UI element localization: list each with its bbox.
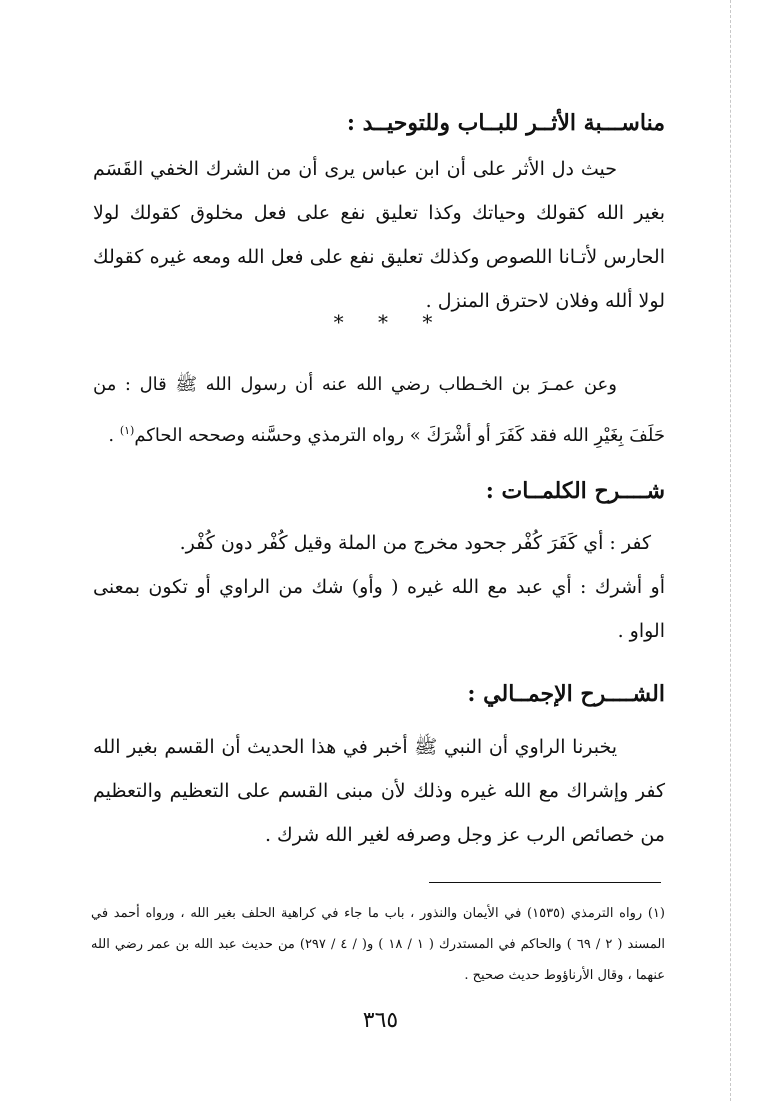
hadith-end: . xyxy=(108,425,120,446)
footnote-text: (١) رواه الترمذي (١٥٣٥) في الأيمان والنذور ، باب ما جاء في كراهية الحلف بغير الله ، ورواه أحمد في المسند ( ٢ / ٦٩ ) والحاكم في المستدرك ( ١ / ١٨ ) و( / ٤ / ٢٩٧) من حديث عبد الله بن عمر رضي الله عنهما ، وقال الأرناؤوط حديث صحيح . xyxy=(91,906,665,983)
section-heading-vocabulary: شــــرح الكلمــات : xyxy=(485,478,665,504)
page-number: ٣٦٥ xyxy=(362,1008,399,1033)
definition-kufr: كفر : أي كَفَرَ كُفْر جحود مخرج من الملة وقيل كُفْر دون كُفْر. xyxy=(179,532,651,554)
definition-ashrak: أو أشرك : أي عبد مع الله غيره ( وأو) شك من الراوي أو تكون بمعنى الواو . xyxy=(93,576,665,642)
summary-paragraph: يخبرنا الراوي أن النبي ﷺ أخبر في هذا الحديث أن القسم بغير الله كفر وإشراك مع الله غيره وذلك لأن مبنى القسم على التعظيم والتعظيم من خصائص الرب عز وجل وصرفه لغير الله شرك . xyxy=(93,736,665,846)
hadith-text-block xyxy=(93,362,665,459)
footnote-divider xyxy=(429,882,661,883)
hadith-text: وعن عمـرَ بن الخـطاب رضي الله عنه أن رسول الله ﷺ قال : من حَلَفَ بِغَيْرِ الله فقد كَفَرَ أو أشْرَكَ » رواه الترمذي وحسَّنه وصححه الحاكم xyxy=(93,374,665,446)
page-edge-line xyxy=(730,0,731,1101)
footnote-reference[interactable]: (١) xyxy=(119,424,135,437)
relevance-paragraph: حيث دل الأثر على أن ابن عباس يرى أن من الشرك الخفي القَسَم بغير الله كقولك وحياتك وكذا تعليق نفع على فعل مخلوق كقولك لولا الحارس لأتـانا اللصوص وكذلك تعليق نفع على فعل الله ومعه غيره كقولك لولا ألله وفلان لاحترق المنزل . xyxy=(93,158,665,312)
section-heading-summary: الشــــرح الإجمــالي : xyxy=(467,681,665,707)
section-heading-relevance: مناســـبة الأثــر للبــاب وللتوحيــد : xyxy=(346,110,665,136)
section-separator-stars: * * * xyxy=(333,310,447,334)
